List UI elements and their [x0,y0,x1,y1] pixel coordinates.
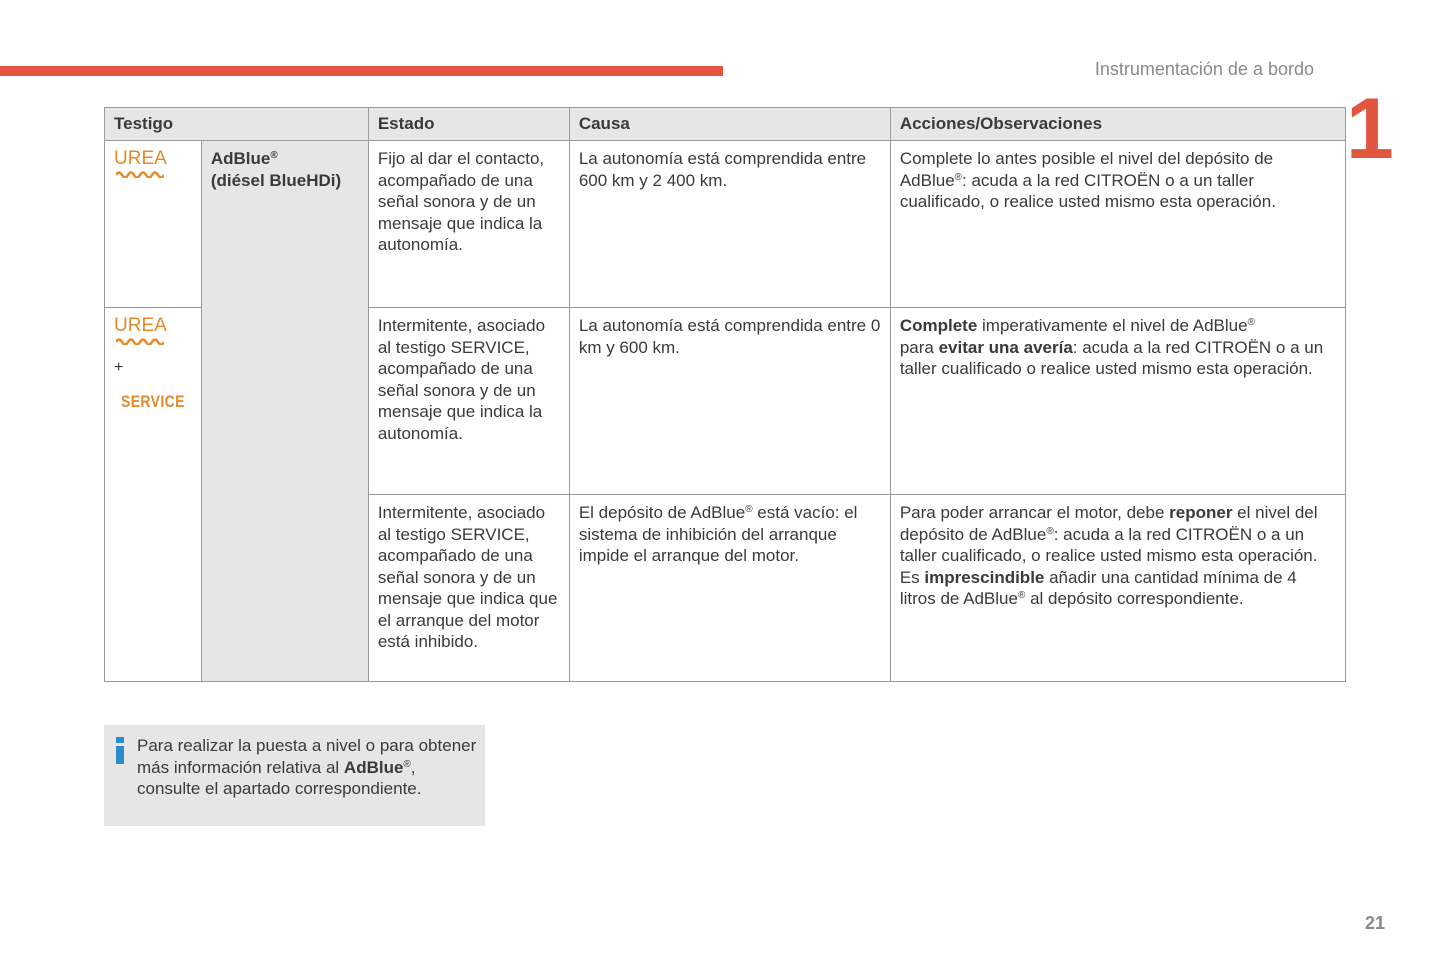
chapter-number: 1 [1346,81,1394,177]
warning-name-cell: AdBlue® (diésel BlueHDi) [201,141,368,682]
estado-cell: Intermitente, asociado al testigo SERVICE, acompañado de una señal sonora y de un mensaje que indica que el arranque del motor está inhibido. [368,495,569,682]
urea-warning-icon [114,316,167,345]
urea-warning-icon [114,149,167,178]
column-header-estado: Estado [368,108,569,141]
info-note-text: Para realizar la puesta a nivel o para obtener más información relativa al AdBlue®, consulte el apartado correspondiente. [137,736,477,798]
table-header-row [105,108,1346,141]
adblue-name: AdBlue [210,149,271,168]
column-header-testigo: Testigo [105,108,369,141]
acciones-cell: Complete lo antes posible el nivel del depósito de AdBlue®: acuda a la red CITROËN o a un taller cualificado, o realice usted mismo esta operación. [890,141,1345,308]
estado-cell: Fijo al dar el contacto, acompañado de una señal sonora y de un mensaje que indica la autonomía. [368,141,569,308]
wave-icon [116,337,164,345]
plus-sign: + [114,359,124,376]
urea-icon-label: UREA [114,315,167,336]
column-header-causa: Causa [569,108,890,141]
table-row [105,141,1346,308]
urea-icon-label: UREA [114,148,167,169]
causa-cell: El depósito de AdBlue® está vacío: el sistema de inhibición del arranque impide el arranque del motor. [569,495,890,682]
page-number: 21 [1364,913,1385,933]
header-accent-bar [0,66,723,76]
column-header-acciones: Acciones/Observaciones [890,108,1345,141]
wave-icon [116,170,164,178]
acciones-cell: Para poder arrancar el motor, debe reponer el nivel del depósito de AdBlue®: acuda a la red CITROËN o a un taller cualificado, o realice usted mismo esta operación. Es imprescindible añadir una cantidad mínima de 4 litros de AdBlue® al depósito correspondiente. [890,495,1345,682]
info-note [104,725,485,826]
adblue-variant: (diésel BlueHDi) [210,170,342,190]
warning-lights-table [104,107,1346,682]
section-title: Instrumentación de a bordo [1094,59,1314,79]
estado-cell: Intermitente, asociado al testigo SERVICE, acompañado de una señal sonora y de un mensaje que indica la autonomía. [368,308,569,495]
causa-cell: La autonomía está comprendida entre 0 km y 600 km. [569,308,890,495]
info-icon [114,737,126,765]
service-warning-icon: SERVICE [121,391,185,411]
urea-warning-cell [105,141,202,308]
urea-service-warning-cell [105,308,202,682]
causa-cell: La autonomía está comprendida entre 600 km y 2 400 km. [569,141,890,308]
acciones-cell: Complete imperativamente el nivel de AdBlue® para evitar una avería: acuda a la red CITROËN o a un taller cualificado o realice usted mismo esta operación. [890,308,1345,495]
